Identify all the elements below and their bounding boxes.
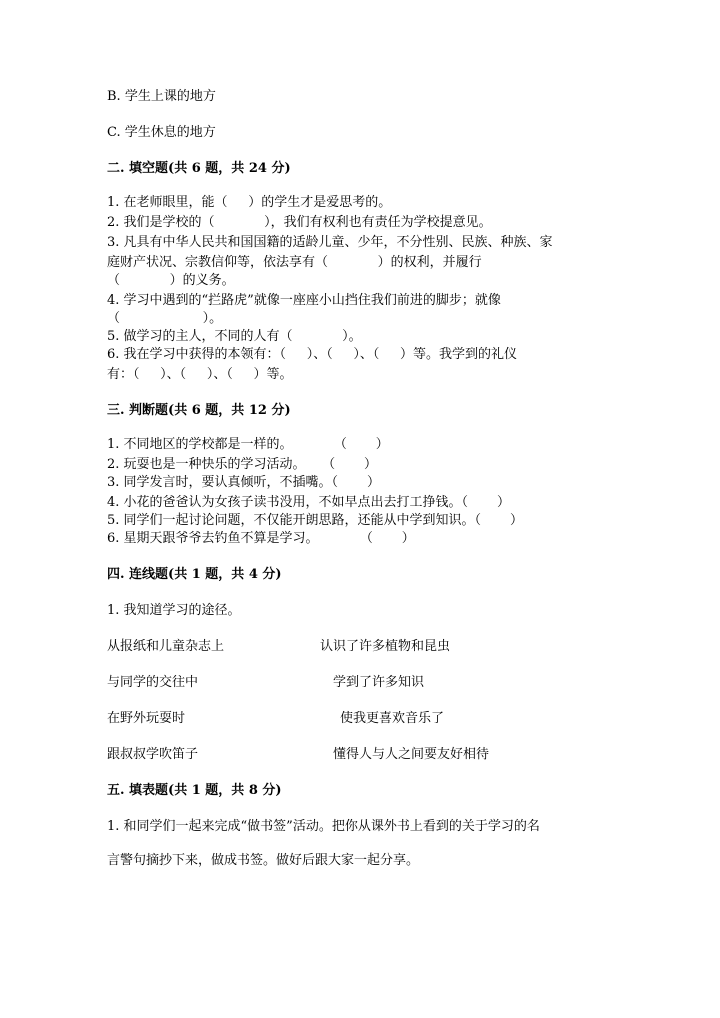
matching-left-item: 与同学的交往中	[107, 675, 199, 690]
matching-right-item: 懂得人与人之间要友好相待	[333, 747, 490, 762]
matching-left-item: 跟叔叔学吹笛子	[107, 747, 199, 762]
matching-right-item: 学到了许多知识	[333, 675, 425, 690]
fill-blank-line: 4. 学习中遇到的“拦路虎”就像一座座小山挡住我们前进的脚步；就像	[107, 293, 501, 308]
table-question-line: 言警句摘抄下来，做成书签。做好后跟大家一起分享。	[107, 853, 420, 868]
choice-option-c: C. 学生休息的地方	[107, 125, 216, 140]
section-heading-judge: 三. 判断题(共 6 题，共 12 分)	[107, 403, 291, 418]
section-heading-table: 五. 填表题(共 1 题，共 8 分)	[107, 783, 282, 798]
table-question-line: 1. 和同学们一起来完成“做书签”活动。把你从课外书上看到的关于学习的名	[107, 819, 540, 834]
section-heading-fill-blank: 二. 填空题(共 6 题，共 24 分)	[107, 161, 291, 176]
fill-blank-line: 3. 凡具有中华人民共和国国籍的适龄儿童、少年，不分性别、民族、种族、家	[107, 235, 553, 250]
judge-line: 2. 玩耍也是一种快乐的学习活动。 （ ）	[107, 457, 377, 472]
matching-left-item: 从报纸和儿童杂志上	[107, 639, 225, 654]
judge-line: 6. 星期天跟爷爷去钓鱼不算是学习。 （ ）	[107, 531, 415, 546]
judge-line: 4. 小花的爸爸认为女孩子读书没用，不如早点出去打工挣钱。（ ）	[107, 495, 510, 510]
matching-right-item: 认识了许多植物和昆虫	[320, 639, 451, 654]
fill-blank-line: 庭财产状况、宗教信仰等，依法享有（ ）的权利，并履行	[107, 255, 482, 270]
fill-blank-line: 有：（ ）、（ ）、（ ）等。	[107, 367, 293, 382]
matching-question: 1. 我知道学习的途径。	[107, 603, 241, 618]
fill-blank-line: 1. 在老师眼里，能（ ）的学生才是爱思考的。	[107, 195, 392, 210]
fill-blank-line: （ ）。	[107, 311, 223, 326]
judge-line: 3. 同学发言时，要认真倾听，不插嘴。（ ）	[107, 475, 380, 490]
judge-line: 1. 不同地区的学校都是一样的。 （ ）	[107, 437, 389, 452]
fill-blank-line: 6. 我在学习中获得的本领有：（ ）、（ ）、（ ）等。我学到的礼仪	[107, 347, 518, 362]
section-heading-matching: 四. 连线题(共 1 题，共 4 分)	[107, 567, 282, 582]
fill-blank-line: （ ）的义务。	[107, 273, 235, 288]
fill-blank-line: 2. 我们是学校的（ ），我们有权利也有责任为学校提意见。	[107, 215, 492, 230]
matching-right-item: 使我更喜欢音乐了	[340, 711, 445, 726]
matching-left-item: 在野外玩耍时	[107, 711, 186, 726]
choice-option-b: B. 学生上课的地方	[107, 89, 216, 104]
fill-blank-line: 5. 做学习的主人，不同的人有（ ）。	[107, 329, 362, 344]
judge-line: 5. 同学们一起讨论问题，不仅能开朗思路，还能从中学到知识。（ ）	[107, 513, 523, 528]
